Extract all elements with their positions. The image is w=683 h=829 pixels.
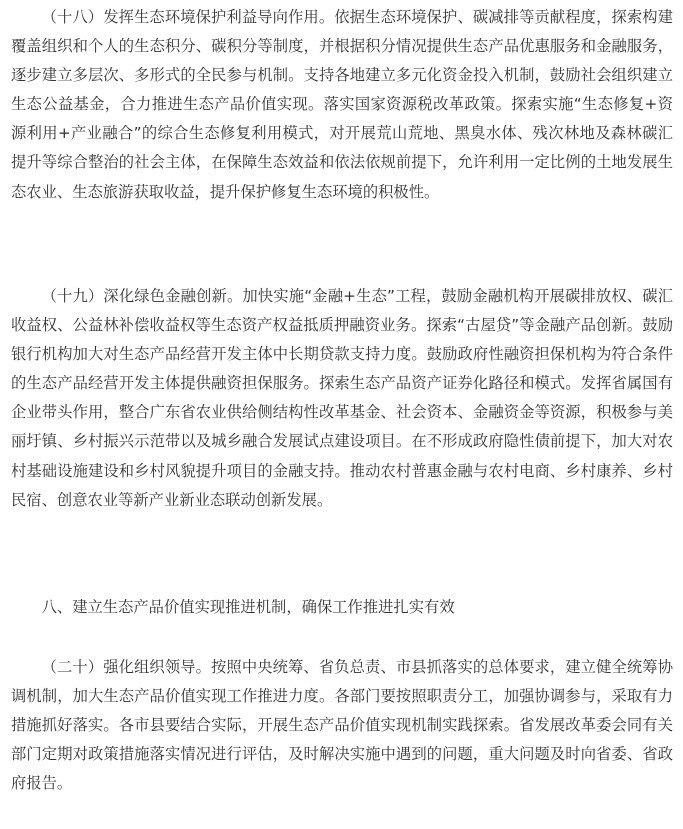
paragraph-18: （十八）发挥生态环境保护利益导向作用。依据生态环境保护、碳减排等贡献程度，探索构建覆盖组织和个人的生态积分、碳积分等制度，并根据积分情况提供生态产品优惠服务和金融服务，逐步建立多层次、多形式的全民参与机制。支持各地建立多元化资金投入机制，鼓励社会组织建立生态公益基金，合力推进生态产品价值实现。落实国家资源税改革政策。探索实施“生态修复+资源利用+产业融合”的综合生态修复利用模式，对开展荒山荒地、黑臭水体、残次林地及森林碳汇提升等综合整治的社会主体，在保障生态效益和依法依规前提下，允许利用一定比例的土地发展生态农业、生态旅游获取收益，提升保护修复生态环境的积极性。 (11, 8, 673, 201)
paragraph-19: （十九）深化绿色金融创新。加快实施“金融+生态”工程，鼓励金融机构开展碳排放权、碳汇收益权、公益林补偿收益权等生态资产权益抵质押融资业务。探索“古屋贷”等金融产品创新。鼓励银行机构加大对生态产品经营开发主体中长期贷款支持力度。鼓励政府性融资担保机构为符合条件的生态产品经营开发主体提供融资担保服务。探索生态产品资产证券化路径和模式。发挥省属国有企业带头作用，整合广东省农业供给侧结构性改革基金、社会资本、金融资金等资源，积极参与美丽圩镇、乡村振兴示范带以及城乡融合发展试点建设项目。在不形成政府隐性债前提下，加大对农村基础设施建设和乡村风貌提升项目的金融支持。推动农村普惠金融与农村电商、乡村康养、乡村民宿、创意农业等新产业新业态联动创新发展。 (11, 287, 673, 509)
paragraph-20: （二十）强化组织领导。按照中央统筹、省负总责、市县抓落实的总体要求，建立健全统筹协调机制，加大生态产品价值实现工作推进力度。各部门要按照职责分工，加强协调参与，采取有力措施抓好落实。各市县要结合实际，开展生态产品价值实现机制实践探索。省发展改革委会同有关部门定期对政策措施落实情况进行评估，及时解决实施中遇到的问题，重大问题及时向省委、省政府报告。 (11, 658, 673, 793)
section-heading-8: 八、建立生态产品价值实现推进机制，确保工作推进扎实有效 (41, 598, 455, 616)
